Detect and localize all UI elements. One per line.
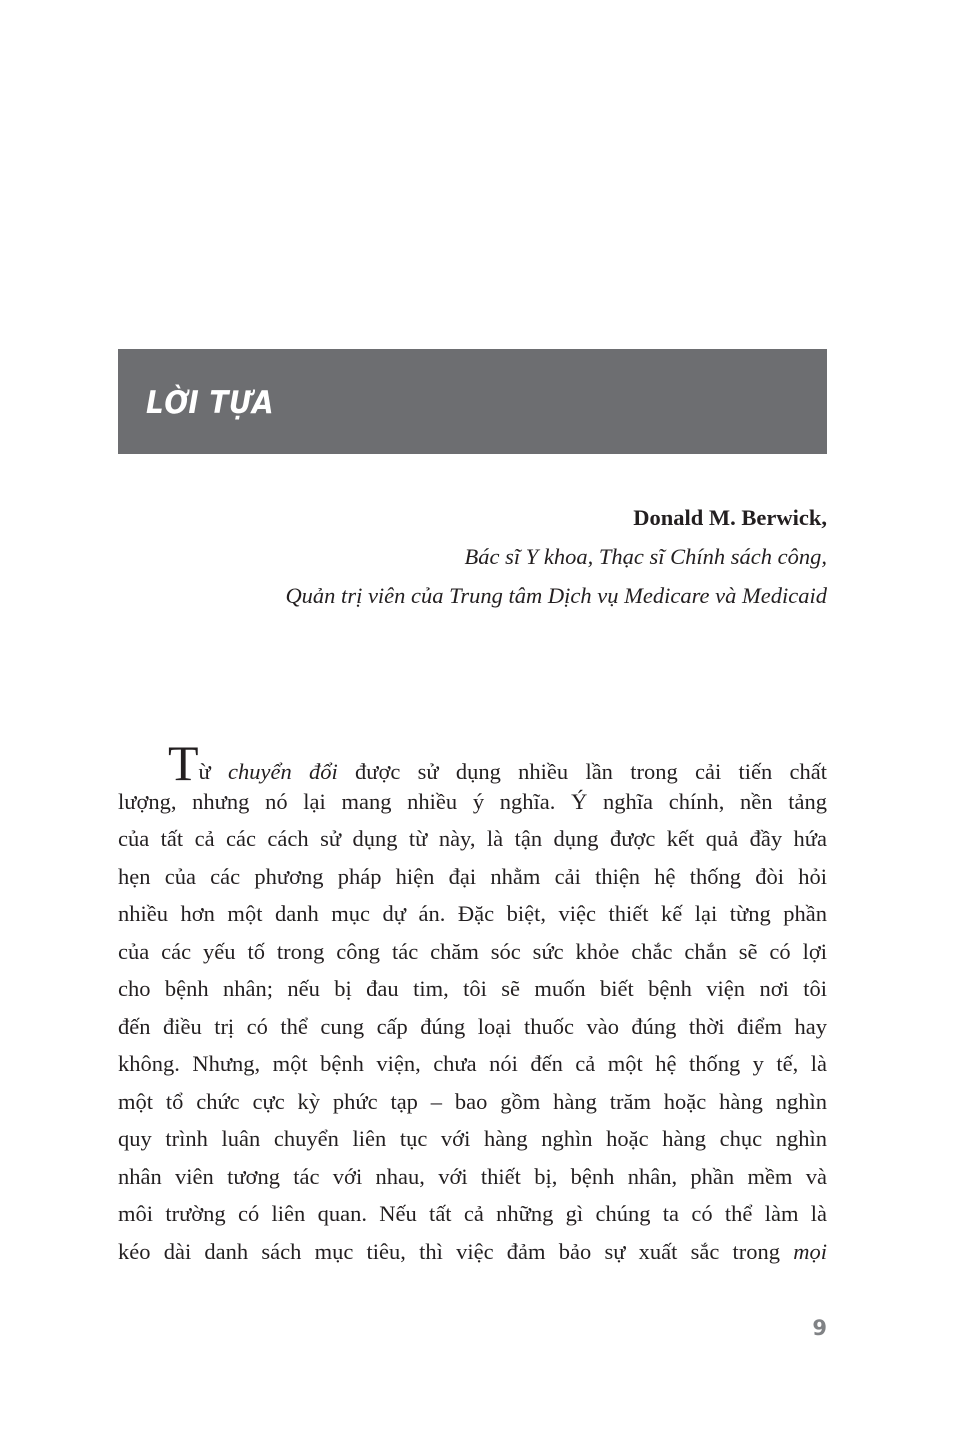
drop-cap: T	[168, 735, 199, 791]
paragraph-line: lượng, nhưng nó lại mang nhiều ý nghĩa. Ý nghĩa chính, nền tảng	[118, 788, 827, 814]
byline-author: Donald M. Berwick,	[633, 505, 827, 530]
page-number: 9	[812, 1316, 827, 1340]
body-paragraph	[118, 735, 827, 1270]
chapter-title: LỜI TỰA	[146, 385, 275, 421]
paragraph-line: nhân viên tương tác với nhau, với thiết bị, bệnh nhân, phần mềm và	[118, 1163, 827, 1189]
paragraph-line: hẹn của các phương pháp hiện đại nhằm cải thiện hệ thống đòi hỏi	[118, 863, 827, 889]
emphasis-text: mọi	[793, 1238, 827, 1264]
paragraph-line: của tất cả các cách sử dụng từ này, là tận dụng được kết quả đầy hứa	[118, 826, 827, 851]
text-run: ừ	[198, 759, 229, 784]
emphasis-text: chuyển đổi	[228, 759, 338, 784]
paragraph-line: một tổ chức cực kỳ phức tạp – bao gồm hàng trăm hoặc hàng nghìn	[118, 1088, 827, 1114]
paragraph-line: cho bệnh nhân; nếu bị đau tim, tôi sẽ muốn biết bệnh viện nơi tôi	[118, 976, 827, 1001]
paragraph-line	[118, 1233, 827, 1271]
byline-role-line-2: Quản trị viên của Trung tâm Dịch vụ Medicare và Medicaid	[285, 583, 827, 608]
paragraph-line: không. Nhưng, một bệnh viện, chưa nói đến cả một hệ thống y tế, là	[118, 1051, 827, 1076]
paragraph-line: nhiều hơn một danh mục dự án. Đặc biệt, việc thiết kế lại từng phần	[118, 901, 827, 926]
paragraph-line: quy trình luân chuyển liên tục với hàng nghìn hoặc hàng chục nghìn	[118, 1126, 827, 1151]
byline-role-line-1: Bác sĩ Y khoa, Thạc sĩ Chính sách công,	[464, 544, 827, 569]
paragraph-line: của các yếu tố trong công tác chăm sóc sức khỏe chắc chắn sẽ có lợi	[118, 938, 827, 964]
paragraph-line: đến điều trị có thể cung cấp đúng loại thuốc vào đúng thời điểm hay	[118, 1013, 827, 1039]
paragraph-line	[118, 735, 827, 791]
paragraph-line: môi trường có liên quan. Nếu tất cả những gì chúng ta có thể làm là	[118, 1201, 827, 1226]
chapter-title-bar	[118, 349, 827, 454]
byline	[285, 498, 827, 615]
text-run: kéo dài danh sách mục tiêu, thì việc đảm bảo sự xuất sắc trong	[118, 1238, 794, 1264]
text-run: được sử dụng nhiều lần trong cải tiến chất	[337, 759, 827, 784]
